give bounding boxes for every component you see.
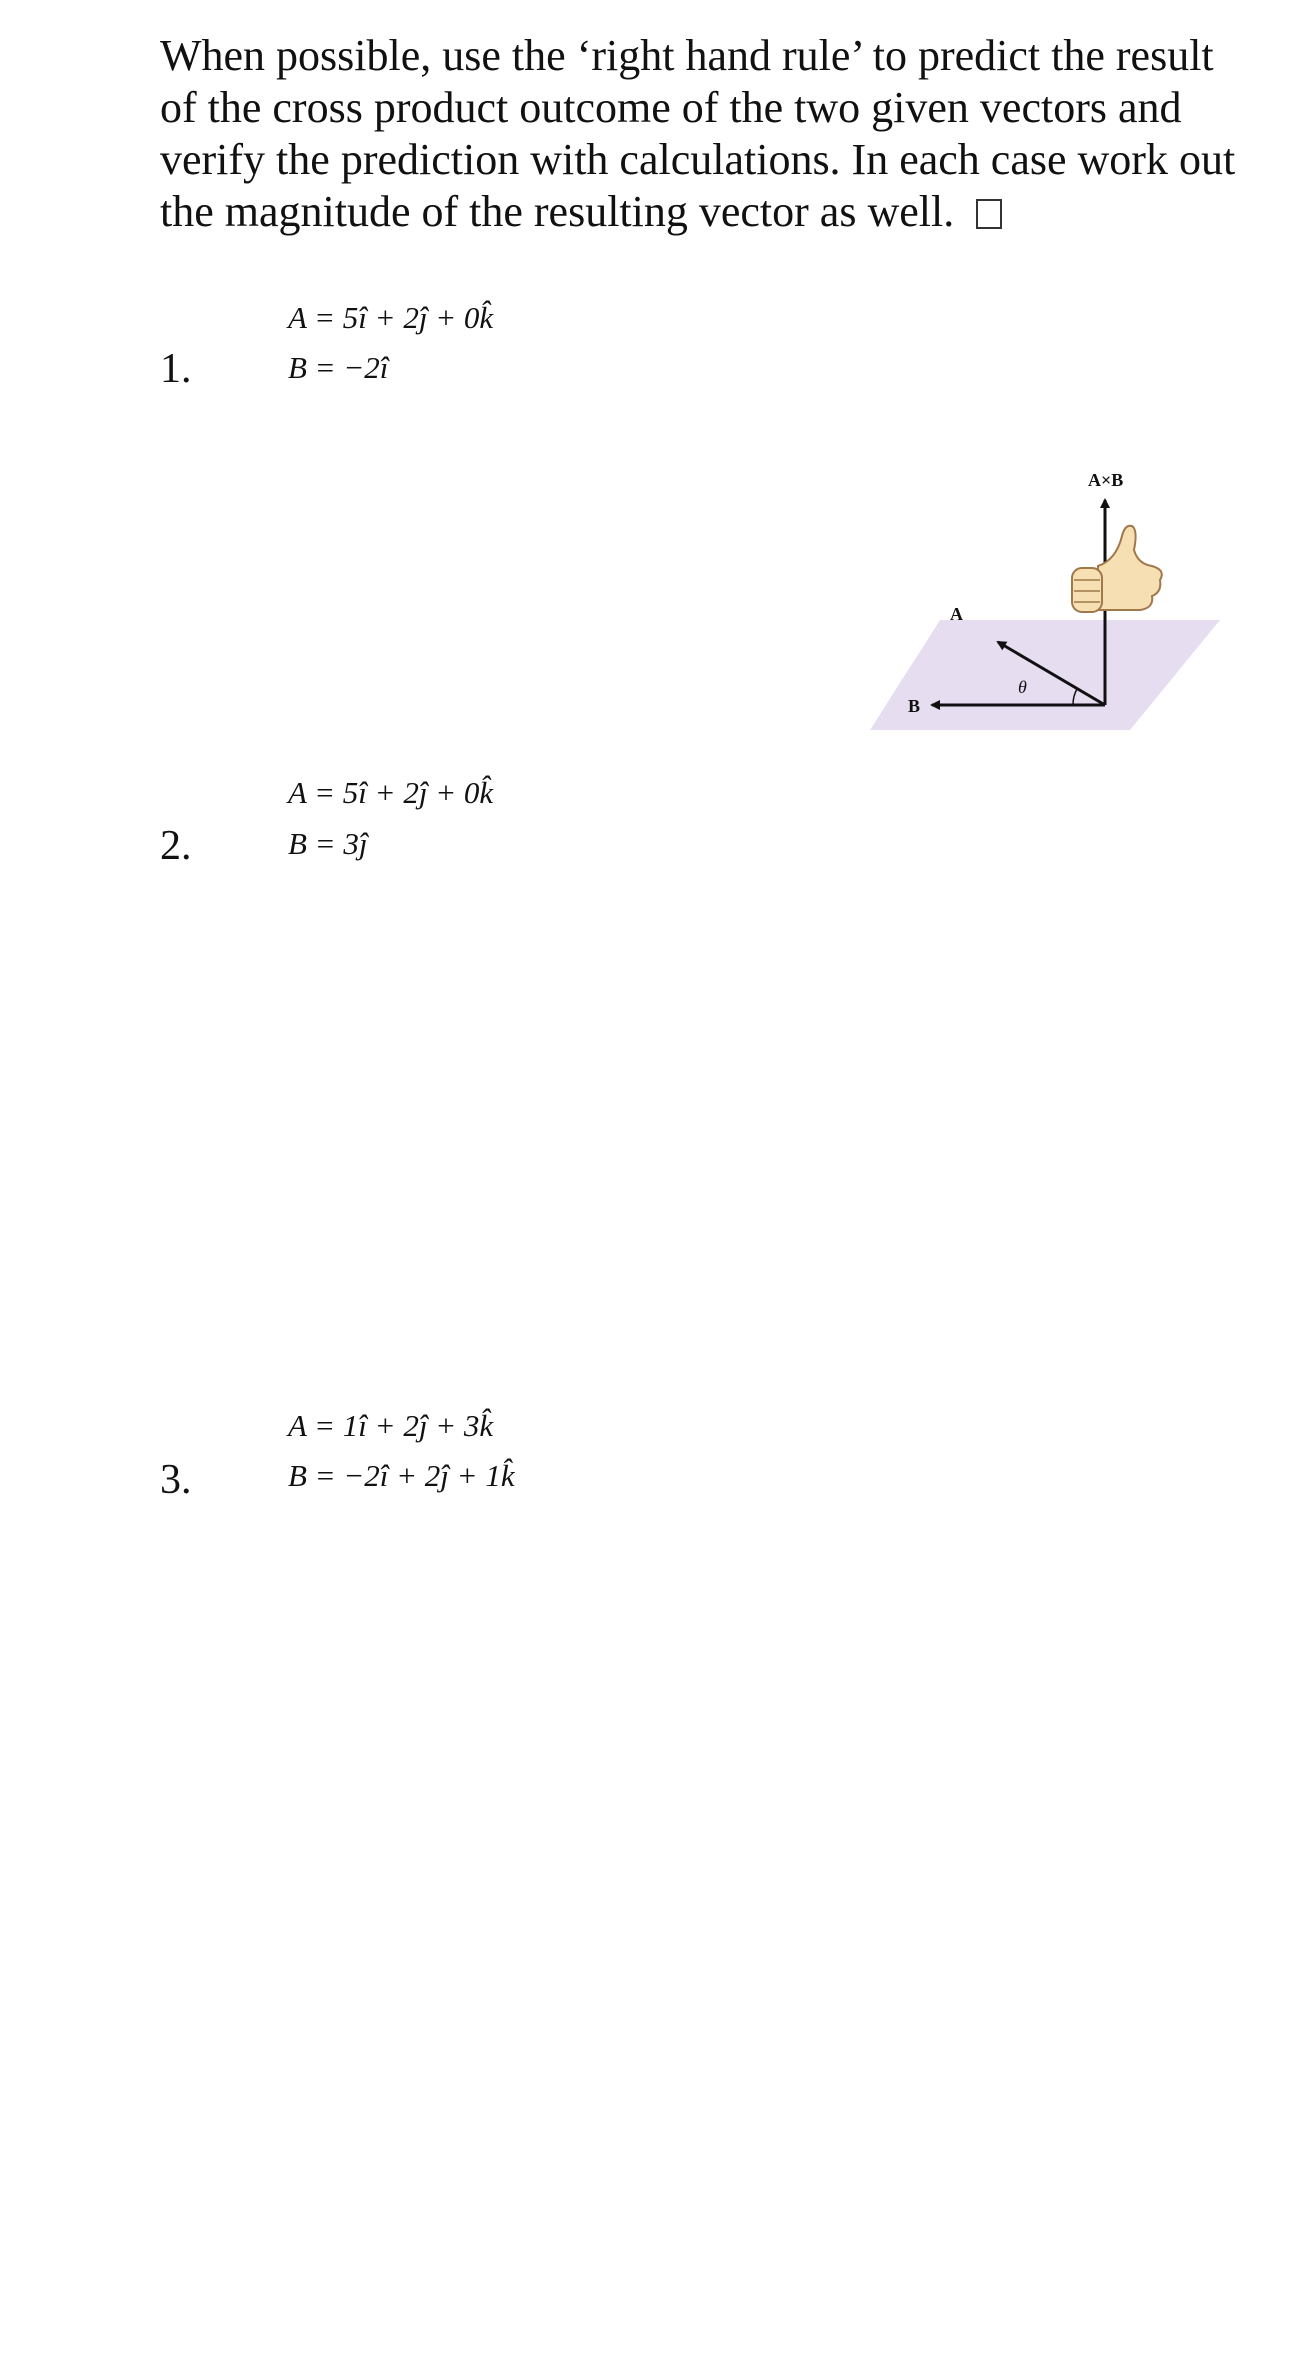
a-label: A	[950, 604, 963, 624]
vector-a-equation: A = 5î + 2ĵ + 0k̂	[288, 775, 494, 810]
vector-b-equation: B = 3ĵ	[288, 826, 368, 861]
vector-b-equation: B = −2î	[288, 350, 389, 385]
checkbox-icon[interactable]	[976, 199, 1002, 229]
problem-number: 2.	[160, 823, 192, 869]
theta-label: θ	[1018, 677, 1027, 697]
instructions-text: When possible, use the ‘right hand rule’ to predict the result of the cross product outcome of the two given vectors and verify the prediction with calculations. In each case work out the magnitude of the resulting vector as well.	[160, 31, 1236, 236]
vector-a-equation: A = 1î + 2ĵ + 3k̂	[288, 1408, 494, 1443]
vector-b-equation: B = −2î + 2ĵ + 1k̂	[288, 1458, 515, 1493]
vector-a-equation: A = 5î + 2ĵ + 0k̂	[288, 300, 494, 335]
right-hand-thumbs-up-icon	[1072, 526, 1162, 612]
b-label: B	[908, 696, 921, 716]
instructions	[160, 30, 1260, 238]
problem-number: 1.	[160, 346, 192, 392]
axb-label: A×B	[1088, 470, 1124, 490]
right-hand-rule-diagram	[870, 460, 1240, 740]
plane	[870, 620, 1220, 730]
problem-number: 3.	[160, 1457, 192, 1503]
